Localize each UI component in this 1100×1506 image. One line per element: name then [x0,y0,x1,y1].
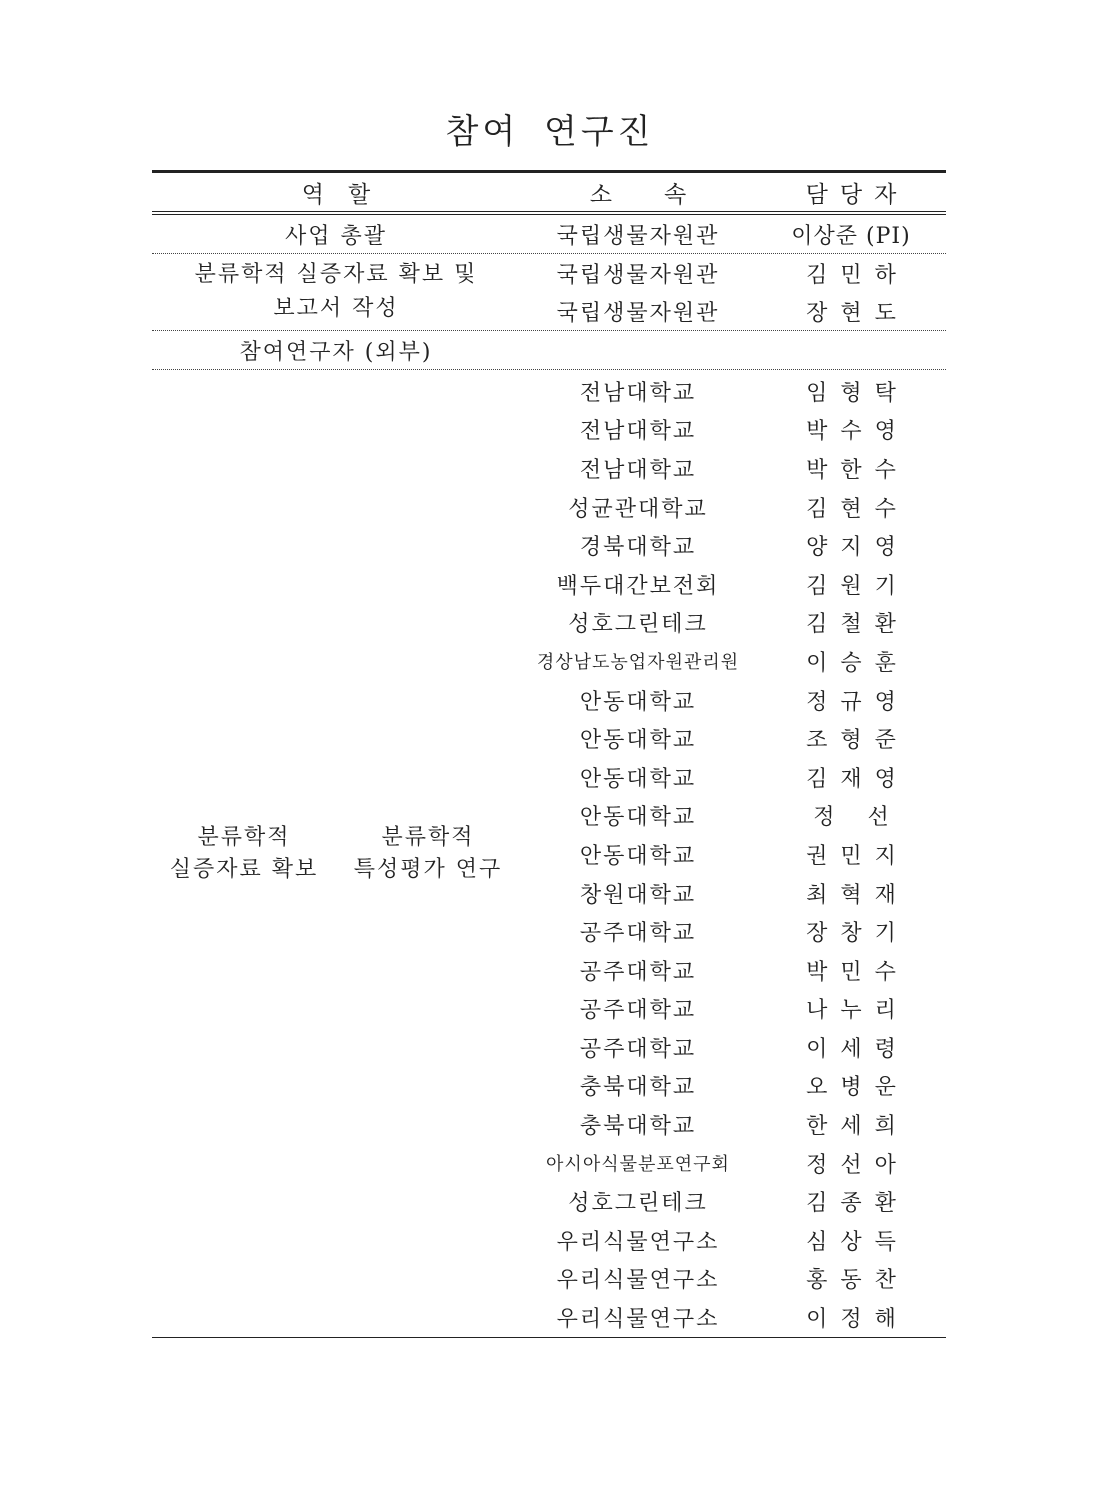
member-affiliation: 경북대학교 [579,535,697,561]
member-affiliation: 안동대학교 [579,766,697,792]
member-name: 박수영 [806,419,909,445]
member-affiliation: 공주대학교 [579,1036,697,1062]
member-name: 정선아 [806,1152,909,1178]
member-name: 장창기 [806,921,909,947]
member-row [520,565,946,604]
member-row [520,912,946,951]
overall-affiliation: 국립생물자원관 [556,223,720,249]
member-affiliation: 성호그린테크 [568,1191,708,1217]
table-header-row [152,173,946,211]
member-affiliation: 공주대학교 [579,921,697,947]
member-row [520,1221,946,1260]
header-affiliation: 소속 [589,181,739,208]
member-name: 홍동찬 [806,1268,909,1294]
member-affiliation: 우리식물연구소 [556,1268,720,1294]
member-affiliation: 전남대학교 [579,419,697,445]
member-name: 최혁재 [806,882,909,908]
member-affiliation: 아시아식물분포연구회 [546,1154,730,1176]
member-affiliation: 국립생물자원관 [556,300,720,326]
overall-role: 사업 총괄 [284,223,387,249]
member-row [520,758,946,797]
external-members [520,372,946,1337]
overall-row [152,215,946,253]
member-name: 임형탁 [806,380,909,406]
external-role-a-line1: 분류학적 [197,825,291,851]
header-role: 역할 [301,181,395,208]
external-role-b [336,822,520,886]
member-row [520,604,946,643]
member-name: 박민수 [806,959,909,985]
member-name: 김민하 [806,262,909,288]
member-name: 장현도 [806,300,909,326]
external-group [152,370,946,1337]
member-row [520,449,946,488]
member-affiliation: 공주대학교 [579,998,697,1024]
member-row [520,372,946,411]
taxonomy-report-role [152,254,520,330]
overall-person: 이상준 (PI) [791,223,911,249]
member-row [520,1105,946,1144]
member-name: 양지영 [806,535,909,561]
member-affiliation: 백두대간보전회 [556,573,720,599]
member-row [520,1260,946,1299]
member-row [520,1067,946,1106]
member-name: 김철환 [806,612,909,638]
taxonomy-report-role-line1: 분류학적 실증자료 확보 및 [194,262,478,287]
member-name: 이정해 [806,1307,909,1333]
member-affiliation: 공주대학교 [579,959,697,985]
member-name: 심상득 [806,1229,909,1255]
member-name: 권민지 [806,843,909,869]
member-row [520,951,946,990]
member-affiliation: 안동대학교 [579,805,697,831]
member-affiliation: 전남대학교 [579,380,697,406]
external-role-b-line1: 분류학적 [381,825,475,851]
member-affiliation: 우리식물연구소 [556,1229,720,1255]
taxonomy-report-members [520,254,946,330]
member-affiliation: 안동대학교 [579,843,697,869]
member-affiliation: 전남대학교 [579,457,697,483]
member-row [520,1298,946,1337]
member-affiliation: 성호그린테크 [568,612,708,638]
taxonomy-report-role-line2: 보고서 작성 [273,296,399,321]
member-row [520,719,946,758]
member-row [520,526,946,565]
research-staff-table [152,170,946,1338]
member-name: 이세령 [806,1036,909,1062]
member-name: 한세희 [806,1114,909,1140]
member-row [520,681,946,720]
external-role-b-line2: 특성평가 연구 [353,857,503,883]
member-affiliation: 창원대학교 [579,882,697,908]
member-affiliation: 안동대학교 [579,728,697,754]
member-name: 이승훈 [806,650,909,676]
header-person: 담당자 [805,181,909,208]
page-title: 참여 연구진 [445,112,655,152]
member-name: 정규영 [806,689,909,715]
member-name: 김원기 [806,573,909,599]
member-row [520,835,946,874]
member-row [520,797,946,836]
member-affiliation: 경상남도농업자원관리원 [536,652,740,674]
member-affiliation: 충북대학교 [579,1114,697,1140]
external-label-row [152,331,946,369]
member-name: 김재영 [806,766,909,792]
member-affiliation: 우리식물연구소 [556,1307,720,1333]
member-affiliation: 안동대학교 [579,689,697,715]
member-row [520,292,946,330]
member-affiliation: 충북대학교 [579,1075,697,1101]
member-row [520,254,946,292]
table-bottom-rule [152,1337,946,1338]
member-row [520,1028,946,1067]
member-row [520,1144,946,1183]
member-affiliation: 국립생물자원관 [556,262,720,288]
external-roles [152,372,520,1337]
member-row [520,642,946,681]
member-name: 조형준 [806,728,909,754]
member-name: 오병운 [806,1075,909,1101]
member-name: 박한수 [806,457,909,483]
member-row [520,488,946,527]
member-row [520,1182,946,1221]
member-name: 김현수 [806,496,909,522]
taxonomy-report-group [152,254,946,330]
external-role-a [152,822,336,886]
member-row [520,990,946,1029]
member-row [520,874,946,913]
external-role-a-line2: 실증자료 확보 [169,857,319,883]
member-name: 김종환 [806,1191,909,1217]
member-row [520,411,946,450]
member-name: 정 선 [813,805,902,831]
member-affiliation: 성균관대학교 [568,496,708,522]
member-name: 나누리 [806,998,909,1024]
external-label: 참여연구자 (외부) [239,339,433,365]
